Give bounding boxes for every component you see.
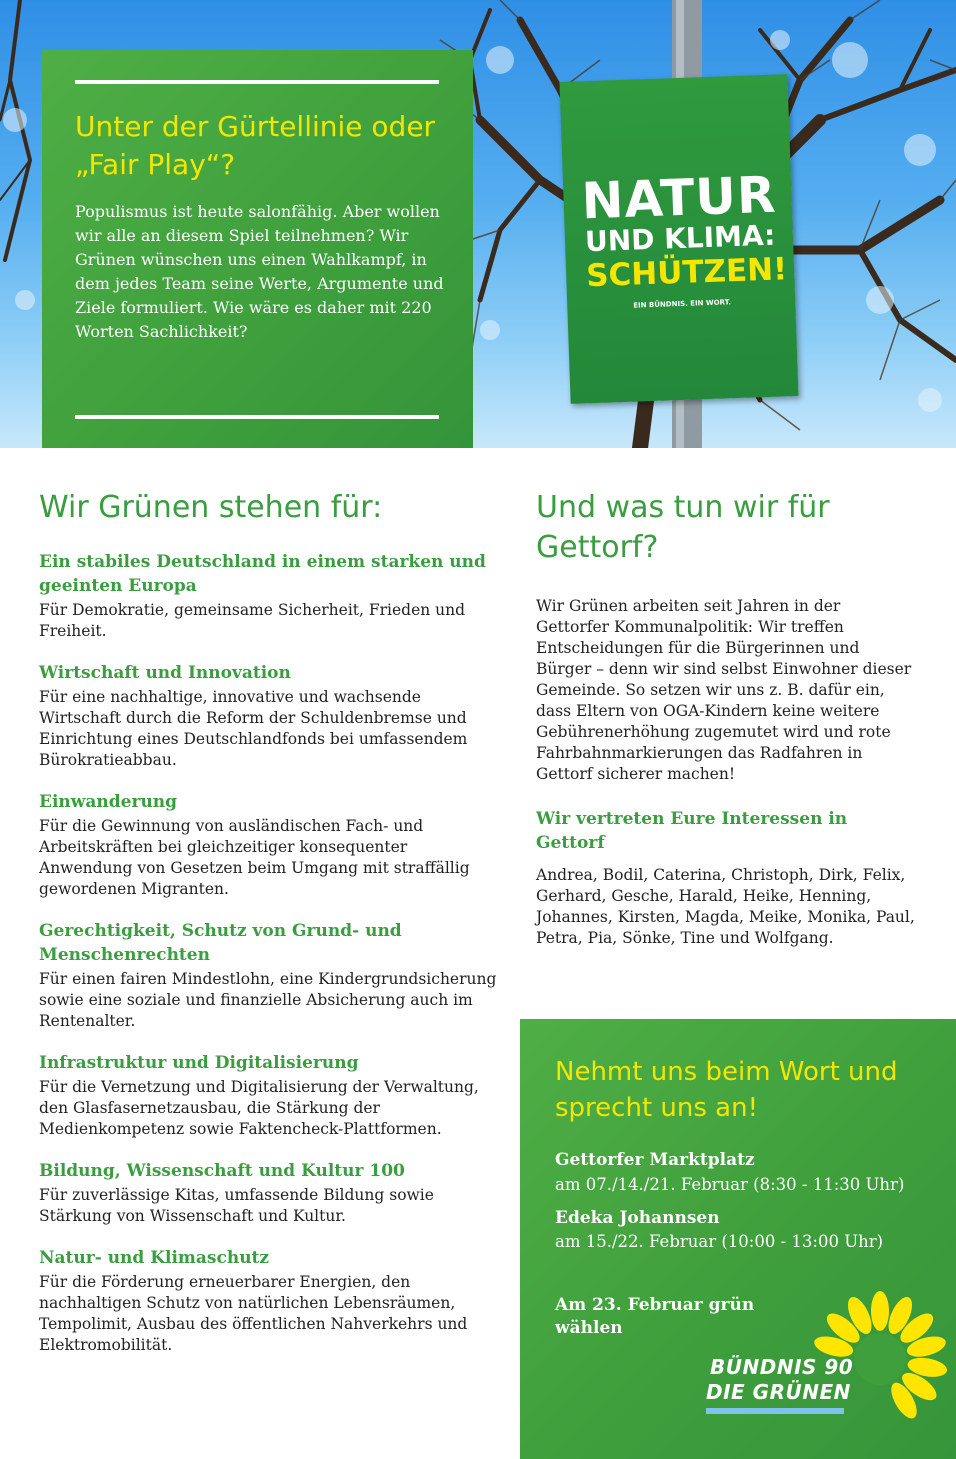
section-europe	[39, 550, 499, 642]
section-text: Für die Förderung erneuerbarer Energien, den nachhaltigen Schutz von natürlichen Lebensräumen, Tempolimit, Ausbau des öffentlichen Nahverkehrs und Elektromobilität.	[39, 1273, 468, 1354]
section-title: Infrastruktur und Digitalisierung	[39, 1053, 359, 1073]
bottom-rule	[75, 415, 439, 419]
section-text: Für einen fairen Mindestlohn, eine Kindergrundsicherung sowie eine soziale und finanzielle Absicherung auch im Rentenalter.	[39, 970, 497, 1030]
section-text: Für zuverlässige Kitas, umfassende Bildung sowie Stärkung von Wissenschaft und Kultur.	[39, 1186, 434, 1225]
section-text: Für Demokratie, gemeinsame Sicherheit, Frieden und Freiheit.	[39, 601, 466, 640]
vote-reminder: Am 23. Februar grün wählen	[555, 1295, 755, 1338]
event-place: Edeka Johannsen	[555, 1208, 720, 1228]
poster-line-2: UND KLIMA:	[584, 218, 776, 259]
logo-line-2: DIE GRÜNEN	[706, 1380, 851, 1404]
left-heading: Wir Grünen stehen für:	[39, 490, 383, 525]
poster-line-1: NATUR	[580, 165, 778, 231]
section-title: Einwanderung	[39, 792, 178, 812]
section-education	[39, 1159, 499, 1227]
intro-box	[42, 50, 473, 448]
section-title: Gerechtigkeit, Schutz von Grund- und Menschenrechten	[39, 921, 402, 965]
contact-title: Nehmt uns beim Wort und sprecht uns an!	[555, 1057, 898, 1123]
campaign-poster	[559, 74, 798, 404]
left-column	[39, 488, 499, 1375]
section-title: Bildung, Wissenschaft und Kultur 100	[39, 1161, 405, 1181]
section-text: Für eine nachhaltige, innovative und wachsende Wirtschaft durch die Reform der Schuldenbremse und Einrichtung eines Deutschlandfonds bei umfassendem Bürokratieabbau.	[39, 688, 468, 769]
section-title: Wirtschaft und Innovation	[39, 663, 291, 683]
hero-image	[0, 0, 956, 448]
section-climate	[39, 1246, 499, 1356]
section-title: Ein stabiles Deutschland in einem starken und geeinten Europa	[39, 552, 486, 596]
poster-tagline: EIN BÜNDNIS. EIN WORT.	[633, 298, 732, 310]
right-heading: Und was tun wir für Gettorf?	[536, 490, 830, 565]
intro-text: Populismus ist heute salonfähig. Aber wollen wir alle an diesem Spiel teilnehmen? Wir Grünen wünschen uns einen Wahlkampf, in dem jedes Team seine Werte, Argumente und Ziele formuliert. Wie wäre es daher mit 220 Worten Sachlichkeit?	[75, 202, 444, 341]
logo-underline	[706, 1408, 844, 1414]
section-text: Für die Vernetzung und Digitalisierung der Verwaltung, den Glasfasernetzausbau, die Stärkung der Medienkompetenz sowie Faktencheck-Plattformen.	[39, 1078, 479, 1138]
event-time: am 07./14./21. Februar (8:30 - 11:30 Uhr)	[555, 1175, 905, 1194]
poster-line-3: SCHÜTZEN!	[585, 251, 788, 295]
event-place: Gettorfer Marktplatz	[555, 1150, 755, 1170]
top-rule	[75, 80, 439, 84]
section-title: Natur- und Klimaschutz	[39, 1248, 270, 1268]
section-immigration	[39, 790, 499, 900]
representatives-heading: Wir vertreten Eure Interessen in Gettorf	[536, 809, 848, 853]
local-politics-text: Wir Grünen arbeiten seit Jahren in der Gettorfer Kommunalpolitik: Wir treffen Entscheidungen für die Bürgerinnen und Bürger – denn wir sind selbst Einwohner dieser Gemeinde. So setzen wir uns z. B. dafür ein, dass Eltern von OGA-Kindern keine weitere Gebührenerhöhung zugemutet wird und rote Fahrbahnmarkierungen das Radfahren in Gettorf sicherer machen!	[536, 597, 912, 783]
intro-title: Unter der Gürtellinie oder „Fair Play“?	[75, 110, 436, 181]
contact-box	[520, 1019, 956, 1459]
representatives-names: Andrea, Bodil, Caterina, Christoph, Dirk, Felix, Gerhard, Gesche, Harald, Heike, Henning, Johannes, Kirsten, Magda, Meike, Monika, Paul, Petra, Pia, Sönke, Tine und Wolfgang.	[536, 866, 915, 947]
section-economy	[39, 661, 499, 771]
event-time: am 15./22. Februar (10:00 - 13:00 Uhr)	[555, 1232, 884, 1251]
right-column	[536, 488, 916, 949]
section-justice	[39, 919, 499, 1032]
section-text: Für die Gewinnung von ausländischen Fach- und Arbeitskräften bei gleichzeitiger konsequenter Anwendung von Gesetzen beim Umgang mit straffällig gewordenen Migranten.	[39, 817, 470, 898]
logo-line-1: BÜNDNIS 90	[710, 1355, 854, 1379]
section-infrastructure	[39, 1051, 499, 1140]
